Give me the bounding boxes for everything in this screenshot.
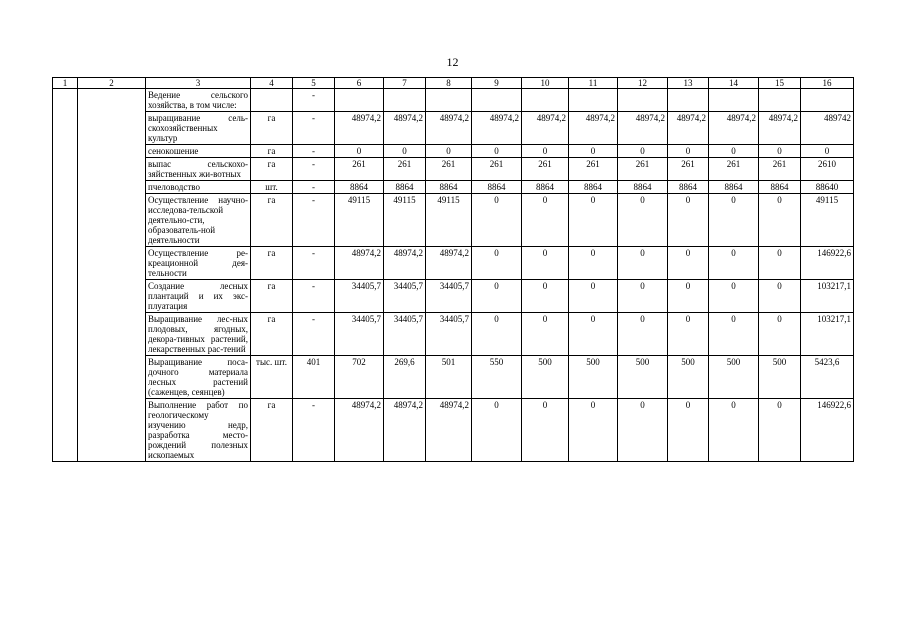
value-cell: 0 [569,313,618,356]
activity-name: Создание лесных плантаций и их экс-плуатация [146,280,251,313]
value-cell: 0 [709,313,759,356]
value-cell: 0 [472,313,522,356]
value-cell: 8864 [709,181,759,194]
activity-name: Осуществление научно-исследова-тельской деятельно-сти, образователь-ной деятельности [146,194,251,247]
header-cell: 1 [53,78,78,89]
header-cell: 5 [293,78,335,89]
value-cell [618,89,668,112]
value-cell: 0 [472,399,522,462]
value-cell: 2610 [801,158,854,181]
value-cell: 261 [426,158,472,181]
value-cell: 0 [618,313,668,356]
value-cell [426,89,472,112]
value-cell: 0 [668,280,709,313]
value-cell: 48974,2 [709,112,759,145]
header-cell: 15 [759,78,801,89]
value-cell: 146922,6 [801,399,854,462]
value-cell: 0 [618,194,668,247]
value-cell: 0 [569,247,618,280]
value-cell: 48974,2 [426,112,472,145]
value-cell: 0 [759,145,801,158]
value-cell: 702 [335,356,384,399]
value-cell: 103217,1 [801,280,854,313]
col5-cell: - [293,145,335,158]
col5-cell: - [293,399,335,462]
value-cell: 0 [709,194,759,247]
value-cell: 261 [522,158,569,181]
value-cell [335,89,384,112]
value-cell: 0 [472,194,522,247]
table-row [53,356,854,399]
activity-name: Ведение сельского хозяйства, в том числе: [146,89,251,112]
header-cell: 11 [569,78,618,89]
col5-cell: - [293,247,335,280]
activity-name: выращивание сель-скохозяйственных культур [146,112,251,145]
value-cell: 146922,6 [801,247,854,280]
value-cell: 550 [472,356,522,399]
header-cell: 6 [335,78,384,89]
value-cell: 49115 [426,194,472,247]
activity-name: Осуществление ре-креационной дея-тельности [146,247,251,280]
value-cell: 0 [759,194,801,247]
value-cell: 0 [335,145,384,158]
value-cell: 0 [522,280,569,313]
value-cell: 500 [522,356,569,399]
value-cell: 500 [618,356,668,399]
value-cell: 8864 [569,181,618,194]
table-row [53,399,854,462]
data-table [52,77,854,462]
value-cell: 0 [522,313,569,356]
value-cell [801,89,854,112]
value-cell: 0 [709,280,759,313]
value-cell: 0 [426,145,472,158]
col5-cell: - [293,112,335,145]
value-cell: 8864 [426,181,472,194]
header-cell: 16 [801,78,854,89]
header-cell: 12 [618,78,668,89]
value-cell: 0 [668,247,709,280]
header-cell: 3 [146,78,251,89]
value-cell [569,89,618,112]
value-cell: 0 [668,399,709,462]
value-cell: 0 [569,399,618,462]
table-row [53,112,854,145]
value-cell: 48974,2 [472,112,522,145]
value-cell: 500 [759,356,801,399]
value-cell: 48974,2 [618,112,668,145]
table-row [53,194,854,247]
value-cell: 34405,7 [335,280,384,313]
header-cell: 14 [709,78,759,89]
value-cell: 88640 [801,181,854,194]
value-cell: 8864 [522,181,569,194]
value-cell: 48974,2 [335,399,384,462]
value-cell [759,89,801,112]
value-cell: 0 [618,247,668,280]
col5-cell: - [293,313,335,356]
value-cell: 0 [472,280,522,313]
table-row [53,145,854,158]
value-cell: 8864 [335,181,384,194]
value-cell: 0 [759,247,801,280]
value-cell: 48974,2 [426,399,472,462]
table-row [53,247,854,280]
value-cell: 261 [618,158,668,181]
unit-cell: га [251,112,293,145]
value-cell: 48974,2 [335,247,384,280]
value-cell: 0 [759,313,801,356]
activity-name: Выращивание лес-ных плодовых, ягодных, декора-тивных растений, лекарственных рас-тений [146,313,251,356]
value-cell: 8864 [384,181,426,194]
header-cell: 10 [522,78,569,89]
cell-col1 [53,89,78,462]
unit-cell: га [251,280,293,313]
unit-cell: шт. [251,181,293,194]
value-cell: 261 [709,158,759,181]
unit-cell: га [251,158,293,181]
value-cell: 48974,2 [384,399,426,462]
value-cell: 500 [569,356,618,399]
value-cell: 34405,7 [335,313,384,356]
value-cell: 8864 [759,181,801,194]
header-cell: 8 [426,78,472,89]
value-cell: 34405,7 [426,280,472,313]
value-cell: 0 [759,399,801,462]
value-cell: 34405,7 [384,280,426,313]
value-cell: 0 [522,194,569,247]
value-cell: 269,6 [384,356,426,399]
value-cell: 0 [522,145,569,158]
value-cell: 0 [759,280,801,313]
unit-cell: га [251,145,293,158]
value-cell: 8864 [618,181,668,194]
value-cell [709,89,759,112]
activity-name: сенокошение [146,145,251,158]
value-cell: 103217,1 [801,313,854,356]
table-row [53,89,854,112]
col5-cell: - [293,158,335,181]
value-cell: 0 [569,194,618,247]
value-cell: 0 [668,145,709,158]
value-cell: 48974,2 [522,112,569,145]
value-cell: 0 [569,145,618,158]
value-cell: 261 [472,158,522,181]
value-cell: 261 [668,158,709,181]
header-cell: 2 [78,78,146,89]
value-cell: 261 [384,158,426,181]
value-cell: 0 [384,145,426,158]
value-cell: 501 [426,356,472,399]
page-number: 12 [446,55,459,69]
unit-cell: га [251,313,293,356]
value-cell: 0 [569,280,618,313]
col5-cell: - [293,89,335,112]
unit-cell: га [251,247,293,280]
value-cell: 5423,6 [801,356,854,399]
col5-cell: - [293,194,335,247]
unit-cell: га [251,399,293,462]
value-cell: 0 [522,247,569,280]
value-cell: 48974,2 [569,112,618,145]
value-cell: 0 [472,247,522,280]
value-cell: 261 [335,158,384,181]
value-cell: 48974,2 [384,112,426,145]
value-cell: 48974,2 [335,112,384,145]
value-cell: 48974,2 [668,112,709,145]
value-cell: 8864 [472,181,522,194]
value-cell: 489742 [801,112,854,145]
value-cell: 0 [618,280,668,313]
value-cell: 49115 [335,194,384,247]
activity-name: Выполнение работ по геологическому изучению недр, разработка место-рождений полезных ископаемых [146,399,251,462]
value-cell [384,89,426,112]
unit-cell: га [251,194,293,247]
cell-col2 [78,89,146,462]
value-cell: 0 [668,313,709,356]
value-cell: 0 [472,145,522,158]
value-cell: 500 [709,356,759,399]
value-cell [522,89,569,112]
value-cell: 0 [709,399,759,462]
value-cell: 48974,2 [759,112,801,145]
table-row [53,158,854,181]
value-cell: 0 [618,145,668,158]
value-cell: 49115 [384,194,426,247]
value-cell: 0 [709,247,759,280]
value-cell: 34405,7 [384,313,426,356]
unit-cell: тыс. шт. [251,356,293,399]
activity-name: пчеловодство [146,181,251,194]
header-cell: 7 [384,78,426,89]
value-cell: 48974,2 [426,247,472,280]
header-cell: 4 [251,78,293,89]
value-cell [668,89,709,112]
col5-cell: 401 [293,356,335,399]
value-cell: 8864 [668,181,709,194]
value-cell: 49115 [801,194,854,247]
header-row [53,78,854,89]
value-cell: 48974,2 [384,247,426,280]
table-row [53,313,854,356]
value-cell: 0 [618,399,668,462]
value-cell [472,89,522,112]
header-cell: 9 [472,78,522,89]
table-row [53,280,854,313]
value-cell: 0 [522,399,569,462]
value-cell: 34405,7 [426,313,472,356]
value-cell: 500 [668,356,709,399]
value-cell: 0 [668,194,709,247]
header-cell: 13 [668,78,709,89]
table-row [53,181,854,194]
value-cell: 261 [759,158,801,181]
activity-name: выпас сельскохо-зяйственных жи-вотных [146,158,251,181]
col5-cell: - [293,181,335,194]
activity-name: Выращивание поса-дочного материала лесных растений (саженцев, сеянцев) [146,356,251,399]
value-cell: 0 [709,145,759,158]
value-cell: 261 [569,158,618,181]
col5-cell: - [293,280,335,313]
unit-cell [251,89,293,112]
value-cell: 0 [801,145,854,158]
